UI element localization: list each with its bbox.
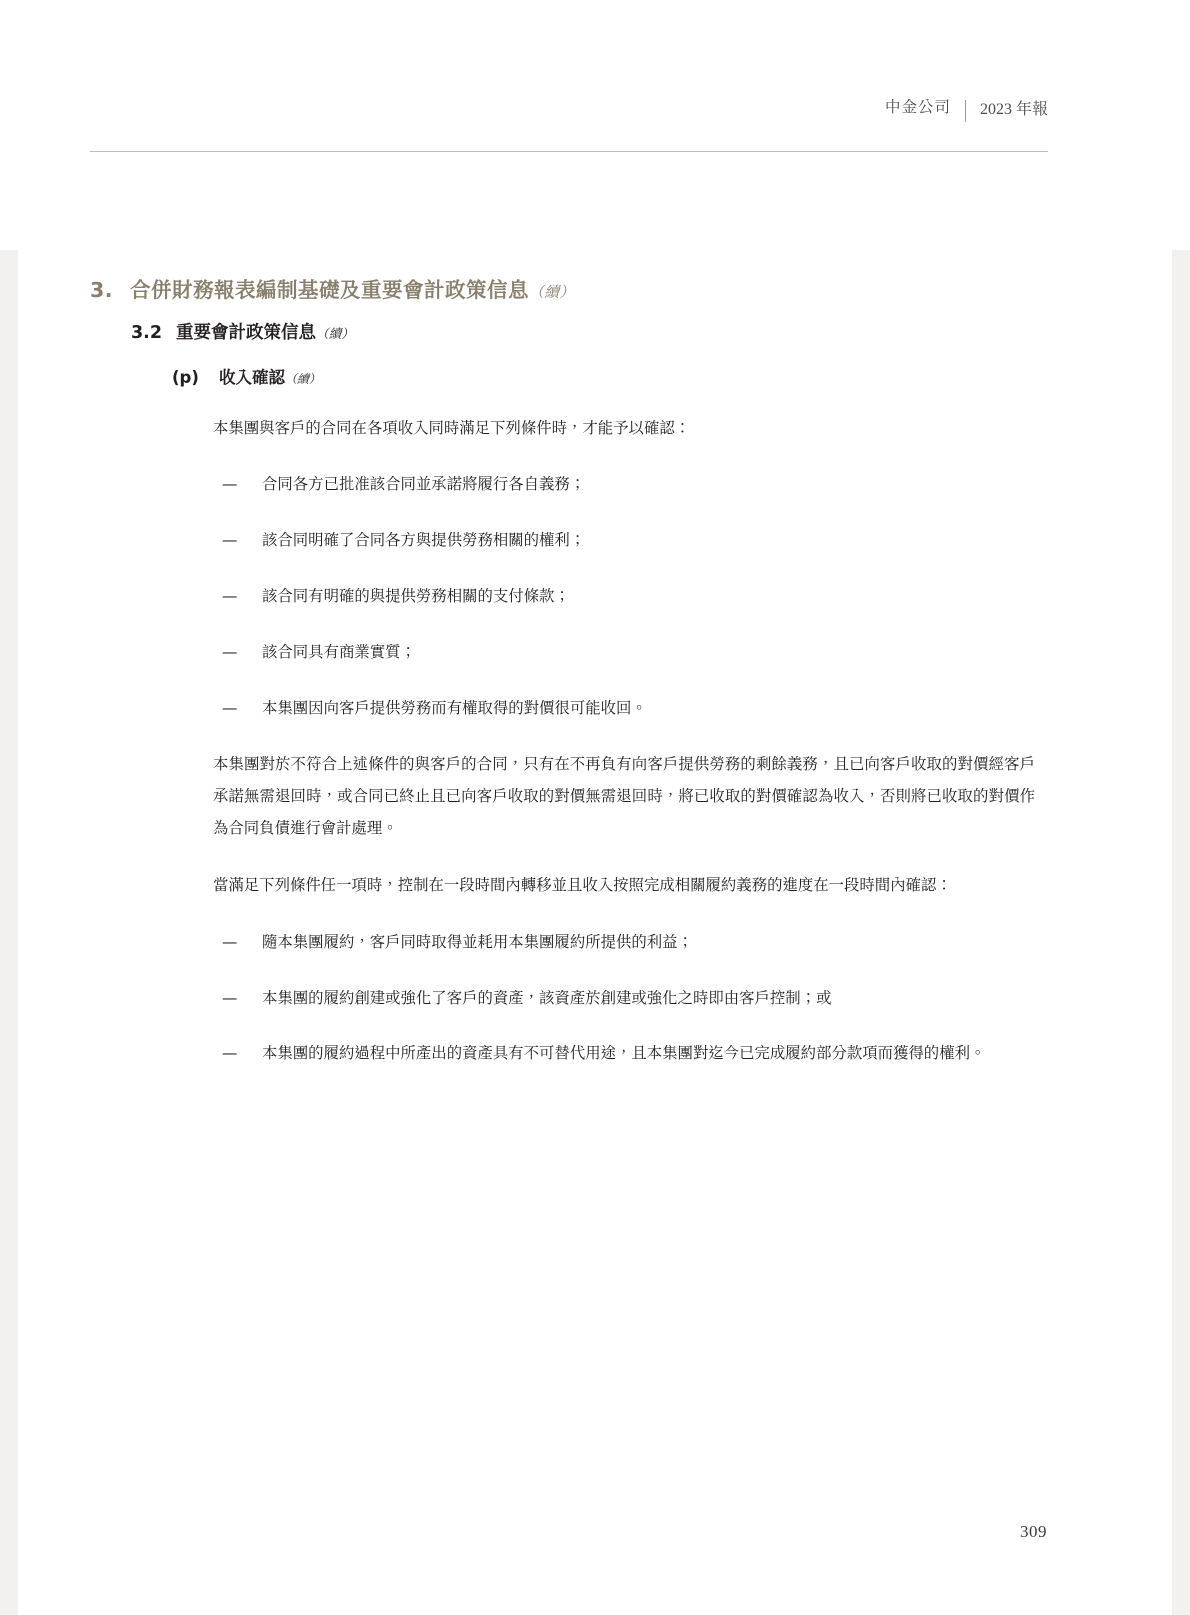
- section-continued-3: （續）: [529, 284, 575, 301]
- section-number-3-2: 3.2: [131, 322, 163, 343]
- section-title-3: 合併財務報表編制基礎及重要會計政策信息: [130, 278, 529, 302]
- list-item: [0, 983, 1190, 1014]
- section-heading-level3: [0, 366, 1190, 391]
- section-title-p: 收入確認: [219, 368, 285, 387]
- section-continued-3-2: （續）: [316, 325, 354, 341]
- list-item-text: 本集團的履約過程中所產出的資產具有不可替代用途，且本集團對迄今已完成履約部分款項而獲得的權利。: [262, 1044, 986, 1063]
- paragraph-over-time-recognition: 當滿足下列條件任一項時，控制在一段時間內轉移並且收入按照完成相關履約義務的進度在一段時間內確認：: [213, 876, 952, 895]
- page-number: 309: [1020, 1522, 1047, 1541]
- list-item-text: 隨本集團履約，客戶同時取得並耗用本集團履約所提供的利益；: [262, 932, 693, 951]
- list-item-text: 本集團因向客戶提供勞務而有權取得的對價很可能收回。: [262, 698, 647, 717]
- section-number-3: 3.: [90, 278, 114, 302]
- dash-bullet-icon: —: [222, 988, 238, 1007]
- header-report-year: 2023 年報: [979, 101, 1048, 118]
- list-item-text: 該合同有明確的與提供勞務相關的支付條款；: [262, 586, 570, 605]
- list-item: [0, 1038, 1190, 1069]
- header-company-name: 中金公司: [884, 98, 951, 116]
- list-item: [0, 525, 1190, 556]
- list-item: [0, 693, 1190, 724]
- list-item-text: 合同各方已批准該合同並承諾將履行各自義務；: [262, 475, 586, 494]
- dash-bullet-icon: —: [222, 698, 238, 717]
- dash-bullet-icon: —: [222, 531, 238, 550]
- intro-paragraph: 本集團與客戶的合同在各項收入同時滿足下列條件時，才能予以確認：: [213, 418, 691, 437]
- section-heading-level1: [0, 275, 1190, 306]
- dash-bullet-icon: —: [222, 1044, 238, 1063]
- section-continued-p: （續）: [285, 372, 321, 386]
- section-title-3-2: 重要會計政策信息: [176, 322, 316, 343]
- page-content: [0, 250, 1190, 1069]
- list-item: [0, 637, 1190, 668]
- list-item: [0, 581, 1190, 612]
- list-item-text: 本集團的履約創建或強化了客戶的資產，該資產於創建或強化之時即由客戶控制；或: [262, 988, 832, 1007]
- section-heading-level2: [0, 320, 1190, 346]
- list-item: [0, 927, 1190, 958]
- running-header: [90, 100, 1048, 152]
- section-number-p: (p): [172, 368, 199, 387]
- dash-bullet-icon: —: [222, 586, 238, 605]
- list-item-text: 該合同具有商業實質；: [262, 642, 416, 661]
- list-item-text: 該合同明確了合同各方與提供勞務相關的權利；: [262, 531, 586, 550]
- dash-bullet-icon: —: [222, 932, 238, 951]
- dash-bullet-icon: —: [222, 642, 238, 661]
- paragraph-nonconforming-contracts: 本集團對於不符合上述條件的與客戶的合同，只有在不再負有向客戶提供勞務的剩餘義務，且已向客戶收取的對價經客戶承諾無需退回時，或合同已終止且已向客戶收取的對價無需退回時，將已收取的對價確認為收入，否則將已收取的對價作為合同負債進行會計處理。: [213, 755, 1035, 837]
- dash-bullet-icon: —: [222, 475, 238, 494]
- list-item: [0, 469, 1190, 500]
